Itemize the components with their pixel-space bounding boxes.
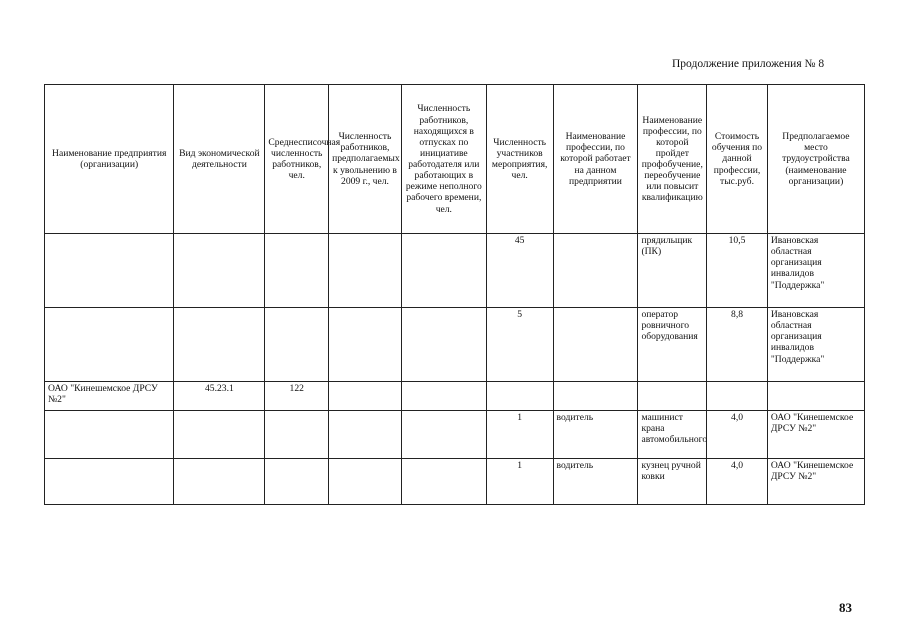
- table-header-row: [45, 85, 865, 234]
- cell: [638, 382, 707, 411]
- cell: [174, 308, 265, 382]
- cell: [707, 382, 768, 411]
- cell: [174, 459, 265, 505]
- col-header-placement: Предполагаемое место трудоустройства (наименование организации): [767, 85, 864, 234]
- cell: [45, 459, 174, 505]
- table-row: [45, 382, 865, 411]
- cell-placement: Ивановская областная организация инвалидов "Поддержка": [767, 308, 864, 382]
- cell: [401, 382, 486, 411]
- cell: [553, 382, 638, 411]
- cell-current-profession: водитель: [553, 411, 638, 459]
- col-header-training-cost: Стоимость обучения по данной профессии, тыс.руб.: [707, 85, 768, 234]
- cell-participants: 45: [486, 234, 553, 308]
- cell: [45, 234, 174, 308]
- cell: [265, 308, 329, 382]
- table-row: [45, 308, 865, 382]
- cell: [265, 411, 329, 459]
- col-header-part-time: Численность работников, находящихся в отпусках по инициативе работодателя или работающих в режиме неполного рабочего времени, чел.: [401, 85, 486, 234]
- col-header-participants: Численность участников мероприятия, чел.: [486, 85, 553, 234]
- cell: [329, 459, 402, 505]
- table-row: [45, 411, 865, 459]
- cell-participants: 1: [486, 459, 553, 505]
- col-header-avg-headcount: Среднесписочная численность работников, чел.: [265, 85, 329, 234]
- col-header-enterprise: Наименование предприятия (организации): [45, 85, 174, 234]
- cell: [401, 411, 486, 459]
- cell-participants: 5: [486, 308, 553, 382]
- cell-training-profession: оператор ровничного оборудования: [638, 308, 707, 382]
- cell: [329, 382, 402, 411]
- cell-training-profession: кузнец ручной ковки: [638, 459, 707, 505]
- cell: [174, 234, 265, 308]
- cell: [174, 411, 265, 459]
- cell-placement: ОАО "Кинешемское ДРСУ №2": [767, 411, 864, 459]
- cell-cost: 8,8: [707, 308, 768, 382]
- cell-activity-code: 45.23.1: [174, 382, 265, 411]
- cell: [265, 459, 329, 505]
- cell: [767, 382, 864, 411]
- cell: [553, 234, 638, 308]
- cell-current-profession: водитель: [553, 459, 638, 505]
- cell: [401, 459, 486, 505]
- cell: [329, 411, 402, 459]
- col-header-current-profession: Наименование профессии, по которой работает на данном предприятии: [553, 85, 638, 234]
- cell: [553, 308, 638, 382]
- cell-training-profession: машинист крана автомобильного: [638, 411, 707, 459]
- cell: [401, 308, 486, 382]
- cell: [265, 234, 329, 308]
- cell: [45, 308, 174, 382]
- cell: [401, 234, 486, 308]
- cell-placement: Ивановская областная организация инвалидов "Поддержка": [767, 234, 864, 308]
- continuation-note: Продолжение приложения № 8: [672, 58, 825, 70]
- cell-training-profession: прядильщик (ПК): [638, 234, 707, 308]
- cell-cost: 10,5: [707, 234, 768, 308]
- employment-table: [44, 84, 865, 505]
- cell: [329, 234, 402, 308]
- cell: [45, 411, 174, 459]
- cell-placement: ОАО "Кинешемское ДРСУ №2": [767, 459, 864, 505]
- cell-cost: 4,0: [707, 459, 768, 505]
- page-number: 83: [839, 600, 852, 615]
- cell-cost: 4,0: [707, 411, 768, 459]
- cell: [329, 308, 402, 382]
- cell: [486, 382, 553, 411]
- col-header-activity: Вид экономической деятельности: [174, 85, 265, 234]
- col-header-planned-dismissals: Численность работников, предполагаемых к увольнению в 2009 г., чел.: [329, 85, 402, 234]
- table-row: [45, 234, 865, 308]
- cell-participants: 1: [486, 411, 553, 459]
- cell-avg-headcount: 122: [265, 382, 329, 411]
- col-header-training-profession: Наименование профессии, по которой пройдет профобучение, переобучение или повысит квалификацию: [638, 85, 707, 234]
- table-row: [45, 459, 865, 505]
- cell-enterprise: ОАО "Кинешемское ДРСУ №2": [45, 382, 174, 411]
